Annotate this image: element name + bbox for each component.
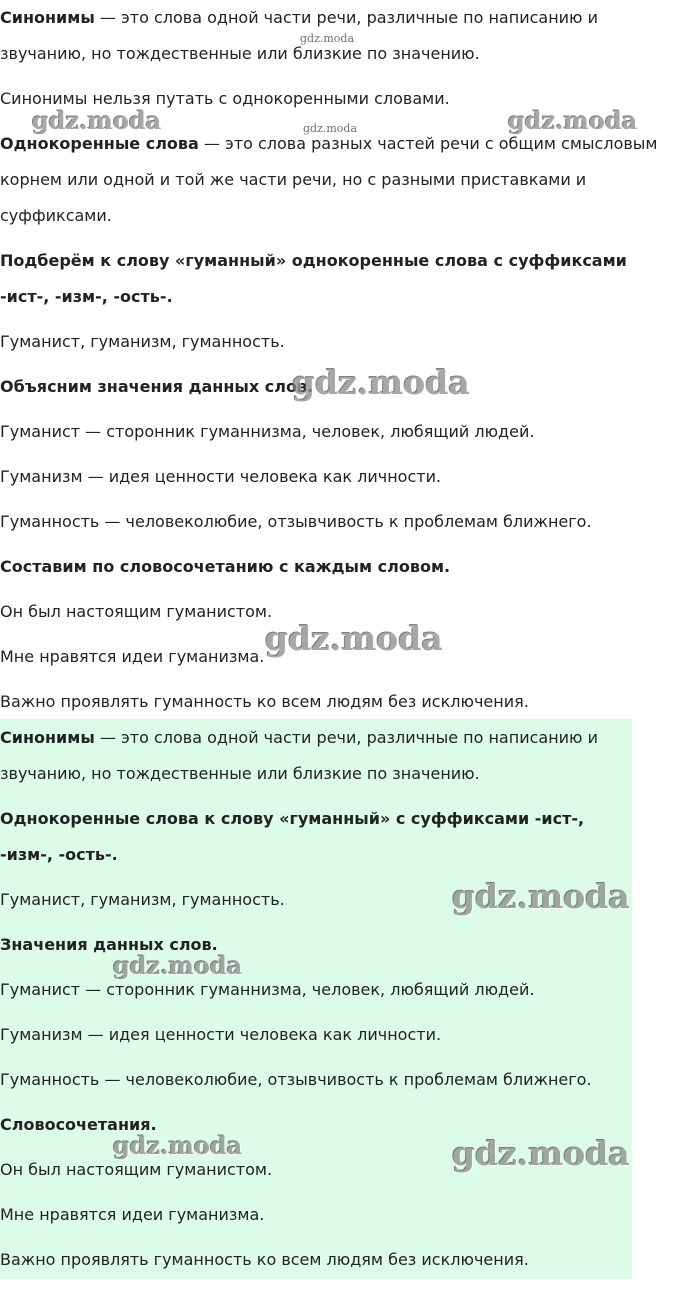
watermark-logo: gdz.moda xyxy=(292,363,470,402)
note-synonyms: Синонимы нельзя путать с однокоренными словами. xyxy=(0,89,450,108)
answer-meaning-humanity: Гуманность — человеколюбие, отзывчивость к проблемам ближнего. xyxy=(0,1070,592,1089)
meaning-humanist: Гуманист — сторонник гуманнизма, человек, любящий людей. xyxy=(0,422,535,441)
answer-phrases-heading: Словосочетания. xyxy=(0,1115,157,1134)
meaning-humanity: Гуманность — человеколюбие, отзывчивость к проблемам ближнего. xyxy=(0,512,592,531)
watermark-logo: gdz.moda xyxy=(452,1134,630,1173)
phrase-2: Мне нравятся идеи гуманизма. xyxy=(0,647,265,666)
phrases-heading: Составим по словосочетанию с каждым словом. xyxy=(0,557,451,576)
answer-meaning-humanism: Гуманизм — идея ценности человека как личности. xyxy=(0,1025,442,1044)
phrase-1: Он был настоящим гуманистом. xyxy=(0,602,273,621)
watermark-logo: gdz.moda xyxy=(32,106,162,135)
definition-cognates-text: — это слова разных частей речи с общим смысловым корнем или одной и той же части речи, но с разными приставками и суффиксами. xyxy=(0,134,658,225)
watermark-logo: gdz.moda xyxy=(113,1131,243,1160)
phrase-3: Важно проявлять гуманность ко всем людям без исключения. xyxy=(0,692,529,711)
watermark-logo: gdz.moda xyxy=(508,106,638,135)
answer-phrase-3: Важно проявлять гуманность ко всем людям без исключения. xyxy=(0,1250,529,1269)
answer-words-list: Гуманист, гуманизм, гуманность. xyxy=(0,890,285,909)
term-synonyms: Синонимы xyxy=(0,8,95,27)
term-cognates: Однокоренные слова xyxy=(0,134,199,153)
meanings-heading: Объясним значения данных слов. xyxy=(0,377,314,396)
answer-phrase-1: Он был настоящим гуманистом. xyxy=(0,1160,273,1179)
watermark-logo: gdz.moda xyxy=(265,619,443,658)
watermark-logo: gdz.moda xyxy=(452,877,630,916)
answer-phrase-2: Мне нравятся идеи гуманизма. xyxy=(0,1205,265,1224)
answer-definition-synonyms xyxy=(0,720,620,792)
answer-meaning-humanist: Гуманист — сторонник гуманнизма, человек, любящий людей. xyxy=(0,980,535,999)
answer-meanings-heading: Значения данных слов. xyxy=(0,935,218,954)
watermark-logo: gdz.moda xyxy=(300,32,355,45)
answer-definition-synonyms-text: — это слова одной части речи, различные по написанию и звучанию, но тождественные или близкие по значению. xyxy=(0,728,599,783)
definition-synonyms-text: — это слова одной части речи, различные по написанию и звучанию, но тождественные или близкие по значению. xyxy=(0,8,599,63)
words-list: Гуманист, гуманизм, гуманность. xyxy=(0,332,285,351)
answer-term-synonyms: Синонимы xyxy=(0,728,95,747)
answer-cognates-heading: Однокоренные слова к слову «гуманный» с суффиксами -ист-, -изм-, -ость-. xyxy=(0,809,585,864)
task-heading: Подберём к слову «гуманный» однокоренные слова с суффиксами -ист-, -изм-, -ость-. xyxy=(0,251,627,306)
definition-cognates xyxy=(0,126,660,234)
meaning-humanism: Гуманизм — идея ценности человека как личности. xyxy=(0,467,442,486)
watermark-logo: gdz.moda xyxy=(113,951,243,980)
watermark-logo: gdz.moda xyxy=(303,122,358,135)
